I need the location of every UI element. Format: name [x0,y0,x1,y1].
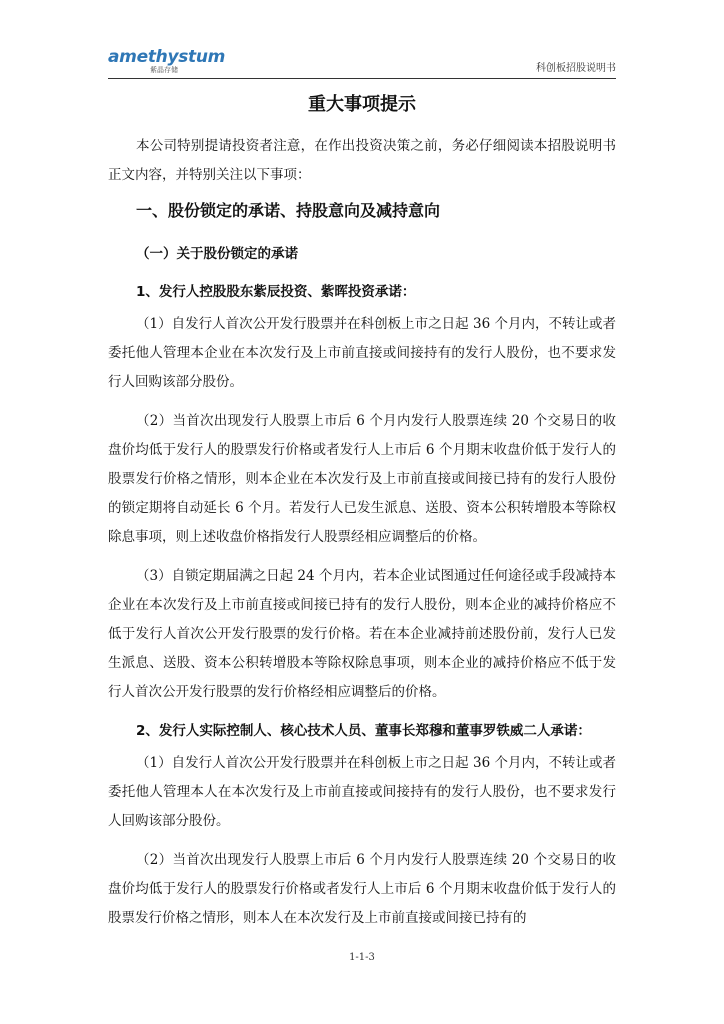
page-header [108,44,616,79]
subsection-heading-1: （一）关于股份锁定的承诺 [136,246,298,262]
item2-paragraph-2: （2）当首次出现发行人股票上市后 6 个月内发行人股票连续 20 个交易日的收盘价均低于发行人的股票发行价格或者发行人上市后 6 个月期末收盘价低于发行人的股票发行价格之情形，则本人在本次发行及上市前直接或间接已持有的 [108,852,616,926]
logo-wordmark: amethystum [108,47,226,67]
company-logo [108,47,226,74]
item1-paragraph-2: （2）当首次出现发行人股票上市后 6 个月内发行人股票连续 20 个交易日的收盘价均低于发行人的股票发行价格或者发行人上市后 6 个月期末收盘价低于发行人的股票发行价格之情形，则本企业在本次发行及上市前直接或间接已持有的发行人股份的锁定期将自动延长 6 个月。若发行人已发生派息、送股、资本公积转增股本等除权除息事项，则上述收盘价格指发行人股票经相应调整后的价格。 [108,413,616,545]
item2-paragraph-1: （1）自发行人首次公开发行股票并在科创板上市之日起 36 个月内，不转让或者委托他人管理本人在本次发行及上市前直接或间接持有的发行人股份，也不要求发行人回购该部分股份。 [108,755,616,829]
header-document-type: 科创板招股说明书 [536,63,616,74]
item-heading-2: 2、发行人实际控制人、核心技术人员、董事长郑穆和董事罗铁威二人承诺： [136,723,591,739]
intro-paragraph: 本公司特别提请投资者注意，在作出投资决策之前，务必仔细阅读本招股说明书正文内容，并特别关注以下事项： [108,138,616,183]
page-number: 1-1-3 [349,952,375,963]
item1-paragraph-1: （1）自发行人首次公开发行股票并在科创板上市之日起 36 个月内，不转让或者委托他人管理本企业在本次发行及上市前直接或间接持有的发行人股份，也不要求发行人回购该部分股份。 [108,316,616,390]
section-heading-1: 一、股份锁定的承诺、持股意向及减持意向 [136,201,441,220]
item1-paragraph-3: （3）自锁定期届满之日起 24 个月内，若本企业试图通过任何途径或手段减持本企业在本次发行及上市前直接或间接已持有的发行人股份，则本企业的减持价格应不低于发行人首次公开发行股票的发行价格。若在本企业减持前述股份前，发行人已发生派息、送股、资本公积转增股本等除权除息事项，则本企业的减持价格应不低于发行人首次公开发行股票的发行价格经相应调整后的价格。 [108,568,616,700]
logo-subtitle: 紫晶存储 [150,66,178,74]
item-heading-1: 1、发行人控股股东紫辰投资、紫晖投资承诺： [136,284,416,300]
document-body [108,92,616,943]
page-title: 重大事项提示 [308,94,416,115]
